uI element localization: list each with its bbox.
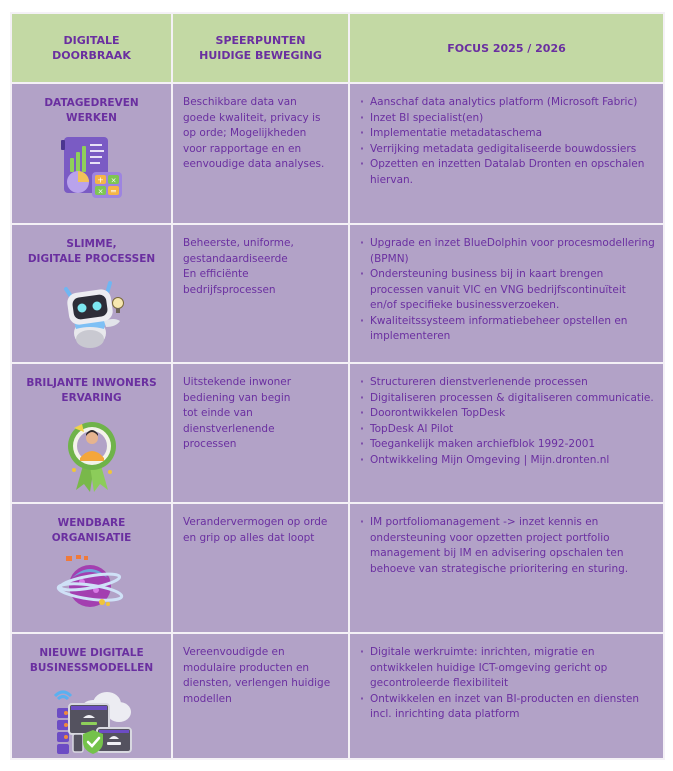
focus-item: · TopDesk AI Pilot: [358, 422, 655, 438]
svg-text:+: +: [96, 175, 104, 185]
focus-item: · Upgrade en inzet BlueDolphin voor procesmodellering (BPMN): [358, 236, 655, 267]
globe-orbit-icon: [52, 554, 132, 614]
doorbraak-cell: [11, 503, 172, 633]
focus-item: · Verrijking metadata gedigitaliseerde bouwdossiers: [358, 142, 655, 158]
table-row: [11, 503, 664, 633]
focus-item: · Ontwikkeling Mijn Omgeving | Mijn.dronten.nl: [358, 453, 655, 469]
speerpunt-cell: Verandervermogen op orde en grip op alles dat loopt: [172, 503, 349, 633]
focus-item: · Inzet BI specialist(en): [358, 111, 655, 127]
svg-text:×: ×: [110, 176, 116, 185]
focus-list: [358, 236, 655, 345]
focus-item: · Ontwikkelen en inzet van BI-producten en diensten incl. inrichting data platform: [358, 692, 655, 723]
doorbraak-title: BRILJANTE INWONERS ERVARING: [26, 377, 157, 404]
doorbraak-cell: [11, 83, 172, 224]
doorbraak-cell: [11, 363, 172, 503]
focus-list: [358, 95, 655, 188]
cloud-devices-shield-icon: [49, 684, 135, 756]
table-row: [11, 83, 664, 224]
focus-list: [358, 515, 655, 577]
table-row: [11, 363, 664, 503]
focus-item: · Toegankelijk maken archiefblok 1992-2001: [358, 437, 655, 453]
header-label: SPEERPUNTEN HUIDIGE BEWEGING: [199, 34, 322, 62]
focus-list: [358, 645, 655, 723]
header-label: FOCUS 2025 / 2026: [447, 41, 566, 55]
award-rosette-person-icon: [62, 414, 122, 494]
focus-item: · IM portfoliomanagement -> inzet kennis en ondersteuning voor opzetten project portfolio management bij IM en advisering opschalen ten behoeve van strategische prioritering en sturing.: [358, 515, 655, 577]
focus-cell: [349, 503, 664, 633]
doorbraak-title: SLIMME, DIGITALE PROCESSEN: [27, 238, 156, 265]
data-analytics-icon: [56, 134, 128, 200]
focus-cell: [349, 224, 664, 363]
svg-text:×: ×: [97, 187, 103, 196]
focus-cell: [349, 83, 664, 224]
doorbraak-cell: [11, 224, 172, 363]
focus-item: · Kwaliteitssysteem informatiebeheer opstellen en implementeren: [358, 314, 655, 345]
focus-item: · Digitaliseren processen & digitaliseren communicatie.: [358, 391, 655, 407]
focus-item: · Implementatie metadataschema: [358, 126, 655, 142]
header-focus: [349, 13, 664, 83]
doorbraak-title: NIEUWE DIGITALE BUSINESSMODELLEN: [29, 647, 154, 674]
header-label: DIGITALE DOORBRAAK: [52, 34, 131, 62]
focus-item: · Structureren dienstverlenende processen: [358, 375, 655, 391]
focus-item: · Doorontwikkelen TopDesk: [358, 406, 655, 422]
header-speerpunten: [172, 13, 349, 83]
doorbraak-title: WENDBARE ORGANISATIE: [51, 517, 132, 544]
doorbraak-cell: [11, 633, 172, 759]
table-header-row: [11, 13, 664, 83]
focus-cell: [349, 633, 664, 759]
svg-text:=: =: [109, 186, 117, 196]
table-row: [11, 633, 664, 759]
header-digitale-doorbraak: [11, 13, 172, 83]
speerpunt-cell: Vereenvoudigde en modulaire producten en diensten, verlengen huidige modellen: [172, 633, 349, 759]
focus-item: · Aanschaf data analytics platform (Microsoft Fabric): [358, 95, 655, 111]
focus-item: · Ondersteuning business bij in kaart brengen processen vanuit VIC en VNG bedrijfscontinuïteit en/of specifieke businessverzoeken.: [358, 267, 655, 314]
focus-item: · Digitale werkruimte: inrichten, migratie en ontwikkelen huidige ICT-omgeving gericht op gecontroleerde flexibiliteit: [358, 645, 655, 692]
table-row: [11, 224, 664, 363]
focus-list: [358, 375, 655, 468]
speerpunt-cell: Beschikbare data van goede kwaliteit, privacy is op orde; Mogelijkheden voor rapportage en en eenvoudige data analyses.: [172, 83, 349, 224]
doorbraak-title: DATAGEDREVEN WERKEN: [44, 97, 139, 124]
focus-cell: [349, 363, 664, 503]
robot-lightbulb-icon: [52, 275, 132, 349]
digital-strategy-table: [10, 12, 663, 760]
speerpunt-cell: Beheerste, uniforme, gestandaardiseerde En efficiënte bedrijfsprocessen: [172, 224, 349, 363]
speerpunt-cell: Uitstekende inwoner bediening van begin tot einde van dienstverlenende processen: [172, 363, 349, 503]
focus-item: · Opzetten en inzetten Datalab Dronten en opschalen hiervan.: [358, 157, 655, 188]
